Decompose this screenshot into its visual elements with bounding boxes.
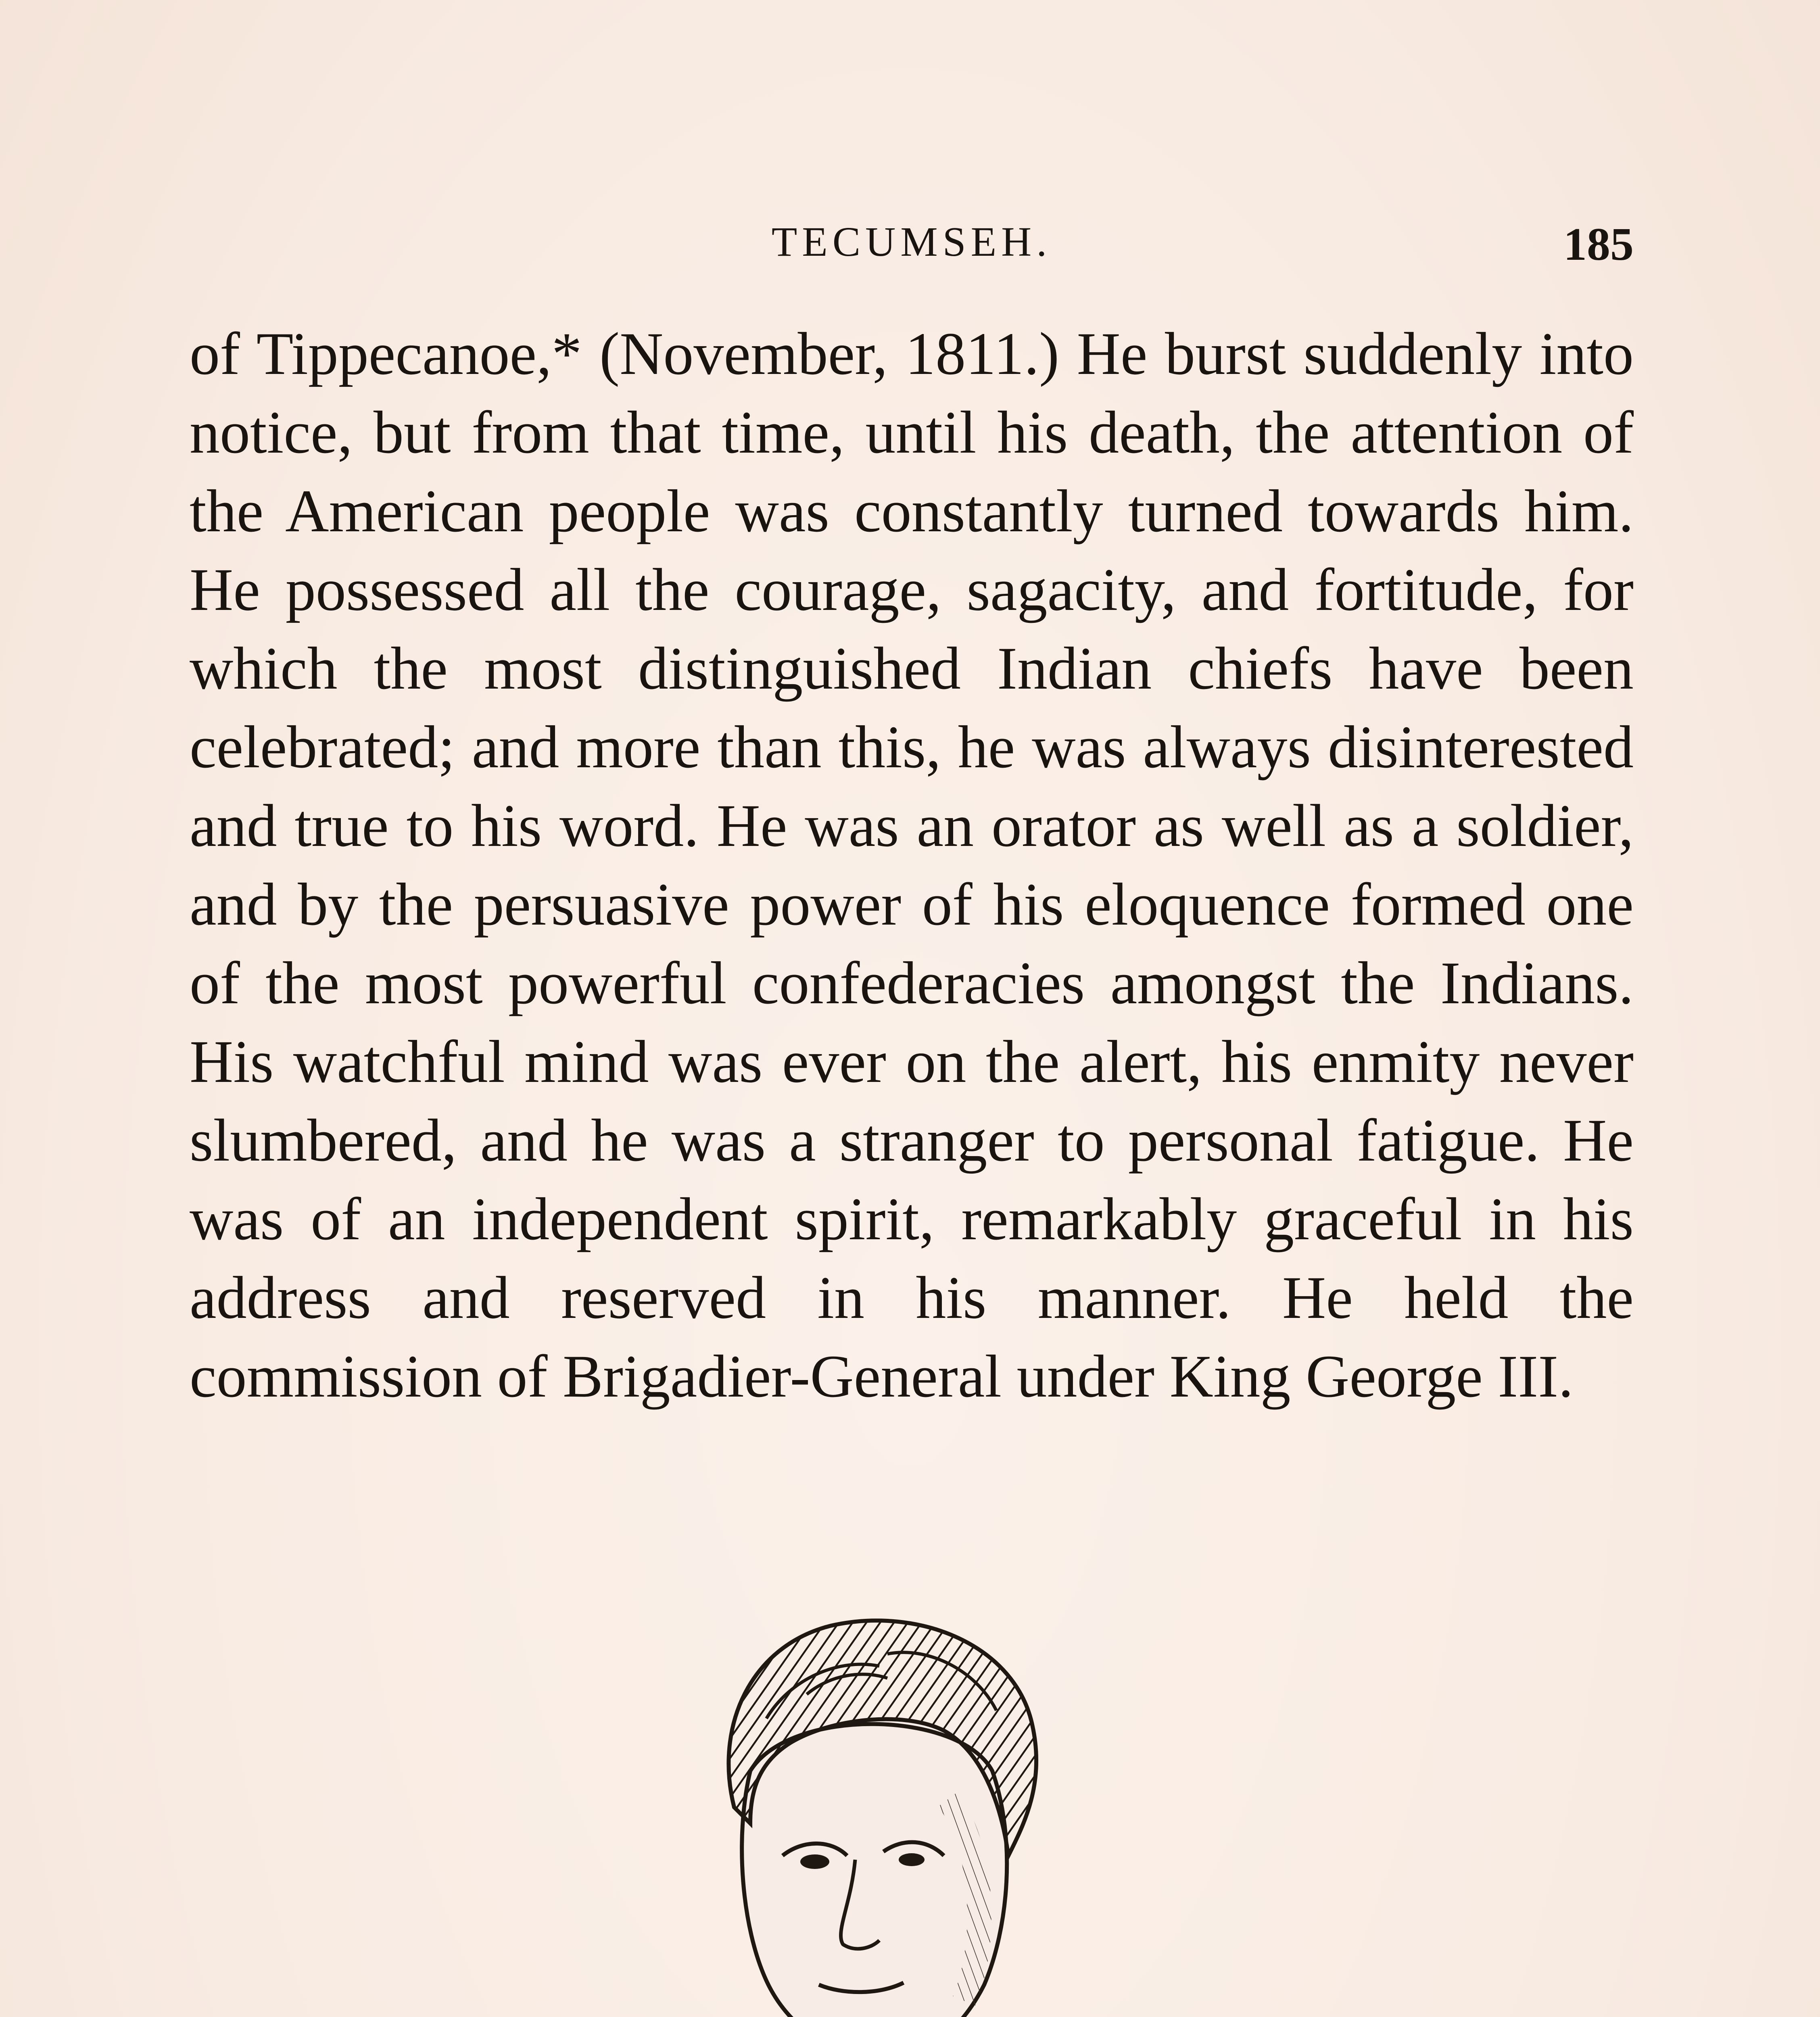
running-head [190,218,1634,274]
portrait-image [524,1597,1250,2017]
body-paragraph: of Tippecanoe,* (November, 1811.) He burst suddenly into notice, but from that time, until his death, the attention of the American people was constantly turned towards him. He possessed all the courage, sagacity, and fortitude, for which the most distinguished Indian chiefs have been celebrated; and more than this, he was always disinterested and true to his word. He was an orator as well as a soldier, and by the persuasive power of his eloquence formed one of the most powerful confederacies amongst the Indians. His watchful mind was ever on the alert, his enmity never slumbered, and he was a stranger to personal fatigue. He was of an independent spirit, remarkably graceful in his address and reserved in his manner. He held the commission of Brigadier-General under King George III. [190,320,1634,1410]
body-text [190,315,1634,1416]
running-title: TECUMSEH. [771,219,1052,265]
page-number: 185 [1563,219,1634,270]
portrait-engraving [524,1597,1250,2017]
